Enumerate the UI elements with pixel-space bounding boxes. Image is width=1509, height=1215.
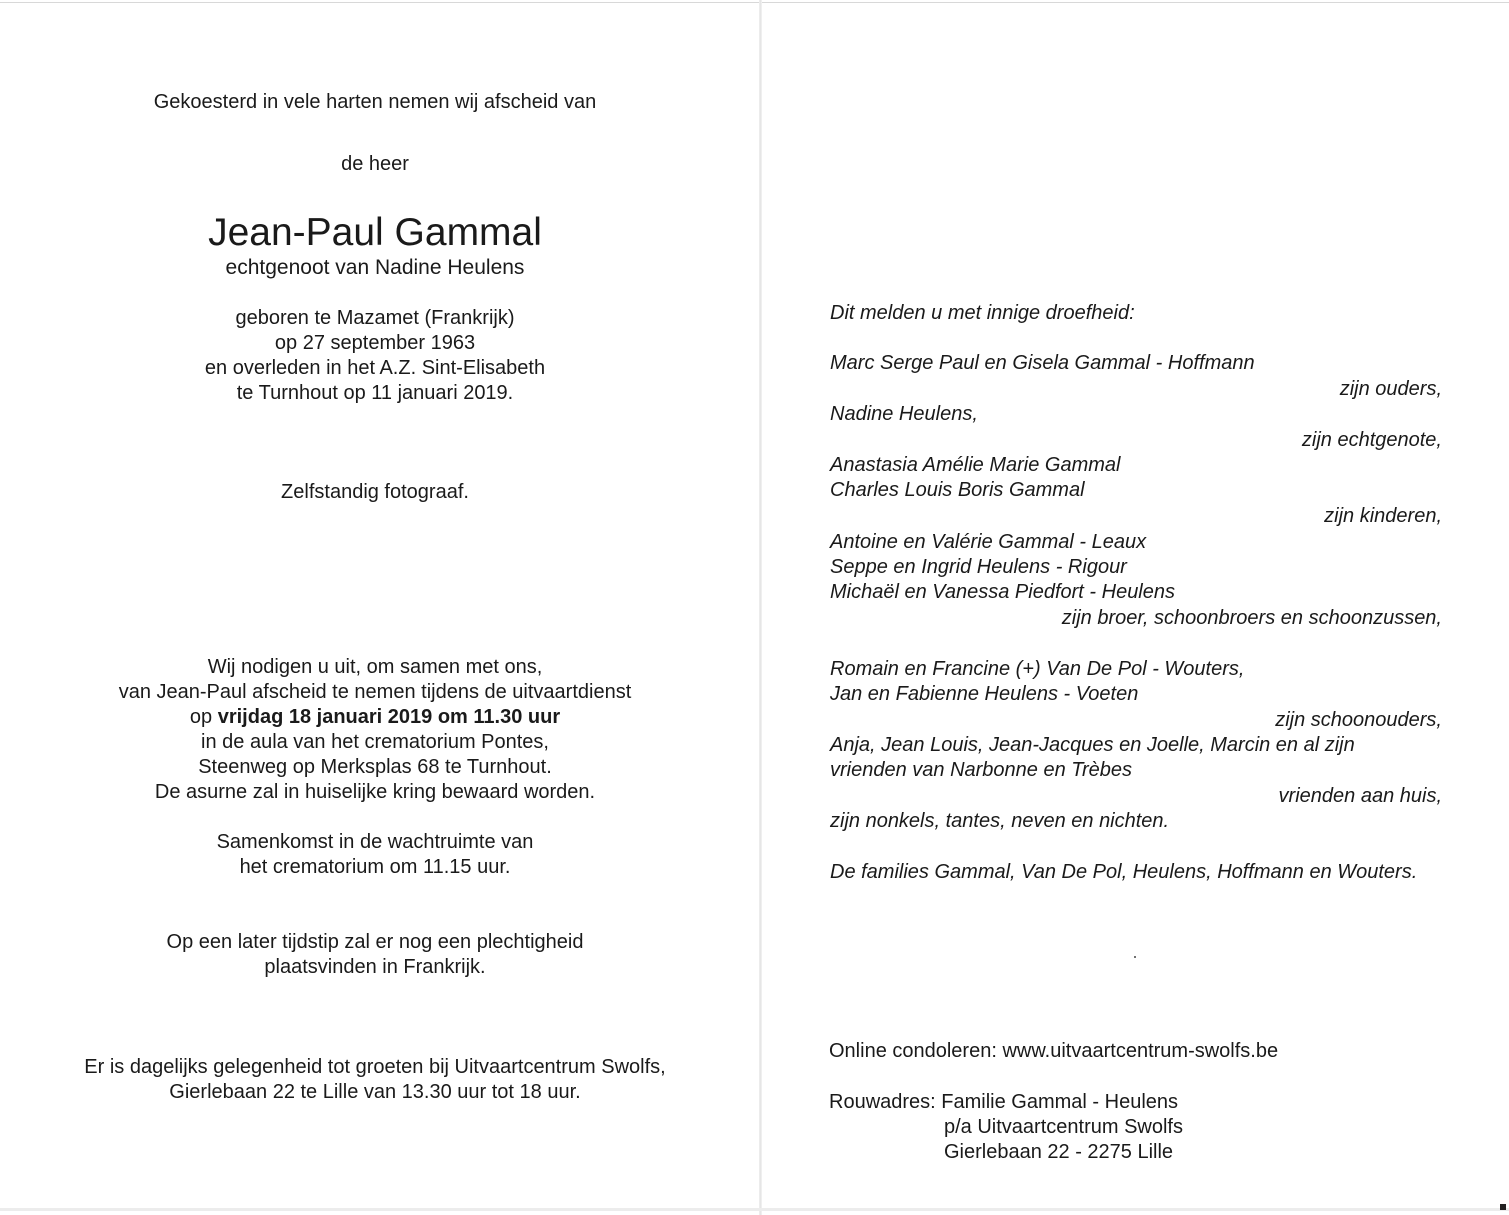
- friends-names: Anja, Jean Louis, Jean-Jacques en Joelle, Marcin en al zijn: [830, 734, 1355, 756]
- meeting-block: [0, 830, 750, 880]
- online-condolences: Online condoleren: www.uitvaartcentrum-swolfs.be: [829, 1040, 1279, 1062]
- sibling-name: Seppe en Ingrid Heulens - Rigour: [830, 556, 1127, 578]
- invitation-line: in de aula van het crematorium Pontes,: [201, 731, 549, 753]
- child-name: Anastasia Amélie Marie Gammal: [830, 454, 1121, 476]
- visiting-line: Gierlebaan 22 te Lille van 13.30 uur tot 18 uur.: [169, 1081, 581, 1103]
- child-name: Charles Louis Boris Gammal: [830, 479, 1085, 501]
- spouse-name: Nadine Heulens,: [830, 403, 978, 425]
- date-prefix: op: [189, 706, 218, 728]
- birth-death-line: en overleden in het A.Z. Sint-Elisabeth: [204, 357, 546, 379]
- meeting-line: Samenkomst in de wachtruimte van: [216, 831, 534, 853]
- birth-death-line: geboren te Mazamet (Frankrijk): [235, 307, 515, 329]
- in-laws-name: Jan en Fabienne Heulens - Voeten: [830, 683, 1139, 705]
- scan-speck: [1134, 956, 1136, 958]
- profession: Zelfstandig fotograaf.: [281, 481, 469, 503]
- sibling-name: Michaël en Vanessa Piedfort - Heulens: [830, 581, 1175, 603]
- announcement: Dit melden u met innige droefheid:: [830, 302, 1135, 324]
- mourning-address-label: Rouwadres: Familie Gammal - Heulens: [829, 1091, 1179, 1113]
- in-laws-role: zijn schoonouders,: [1275, 709, 1442, 731]
- children-role: zijn kinderen,: [1324, 505, 1442, 527]
- mourning-address-line: Gierlebaan 22 - 2275 Lille: [944, 1141, 1174, 1163]
- visiting-block: [0, 1055, 750, 1105]
- invitation-line: Steenweg op Merksplas 68 te Turnhout.: [198, 756, 552, 778]
- ceremony-date: vrijdag 18 januari 2019 om 11.30 uur: [217, 706, 561, 728]
- parents-role: zijn ouders,: [1339, 378, 1442, 400]
- parents-names: Marc Serge Paul en Gisela Gammal - Hoffmann: [830, 352, 1255, 374]
- intro-line: Gekoesterd in vele harten nemen wij afscheid van: [153, 91, 597, 113]
- mourning-address-line: p/a Uitvaartcentrum Swolfs: [944, 1116, 1183, 1138]
- friends-role: vrienden aan huis,: [1278, 785, 1442, 807]
- birth-death-line: te Turnhout op 11 januari 2019.: [236, 382, 514, 404]
- meeting-line: het crematorium om 11.15 uur.: [239, 856, 511, 878]
- ceremony-date-line: [0, 705, 750, 730]
- invitation-line: De asurne zal in huiselijke kring bewaard worden.: [154, 781, 596, 803]
- deceased-name: Jean-Paul Gammal: [208, 211, 542, 254]
- sibling-name: Antoine en Valérie Gammal - Leaux: [830, 531, 1147, 553]
- families-line: De families Gammal, Van De Pol, Heulens, Hoffmann en Wouters.: [830, 861, 1418, 883]
- right-page: [762, 0, 1509, 1215]
- visiting-line: Er is dagelijks gelegenheid tot groeten bij Uitvaartcentrum Swolfs,: [84, 1056, 666, 1078]
- later-ceremony-line: plaatsvinden in Frankrijk.: [264, 956, 486, 978]
- spouse-role: zijn echtgenote,: [1301, 429, 1442, 451]
- friends-names: vrienden van Narbonne en Trèbes: [830, 759, 1133, 781]
- invitation-line: van Jean-Paul afscheid te nemen tijdens de uitvaartdienst: [118, 681, 632, 703]
- title-prefix: de heer: [341, 153, 409, 175]
- siblings-role: zijn broer, schoonbroers en schoonzussen,: [1061, 607, 1442, 629]
- relatives-line: zijn nonkels, tantes, neven en nichten.: [830, 810, 1170, 832]
- in-laws-name: Romain en Francine (+) Van De Pol - Wouters,: [830, 658, 1245, 680]
- later-ceremony-line: Op een later tijdstip zal er nog een plechtigheid: [166, 931, 584, 953]
- birth-death-line: op 27 september 1963: [274, 332, 476, 354]
- later-ceremony-block: [0, 930, 750, 980]
- invitation-block: [0, 655, 750, 805]
- invitation-line: Wij nodigen u uit, om samen met ons,: [207, 656, 543, 678]
- spouse-line: echtgenoot van Nadine Heulens: [225, 256, 525, 279]
- birth-death-block: [0, 306, 750, 406]
